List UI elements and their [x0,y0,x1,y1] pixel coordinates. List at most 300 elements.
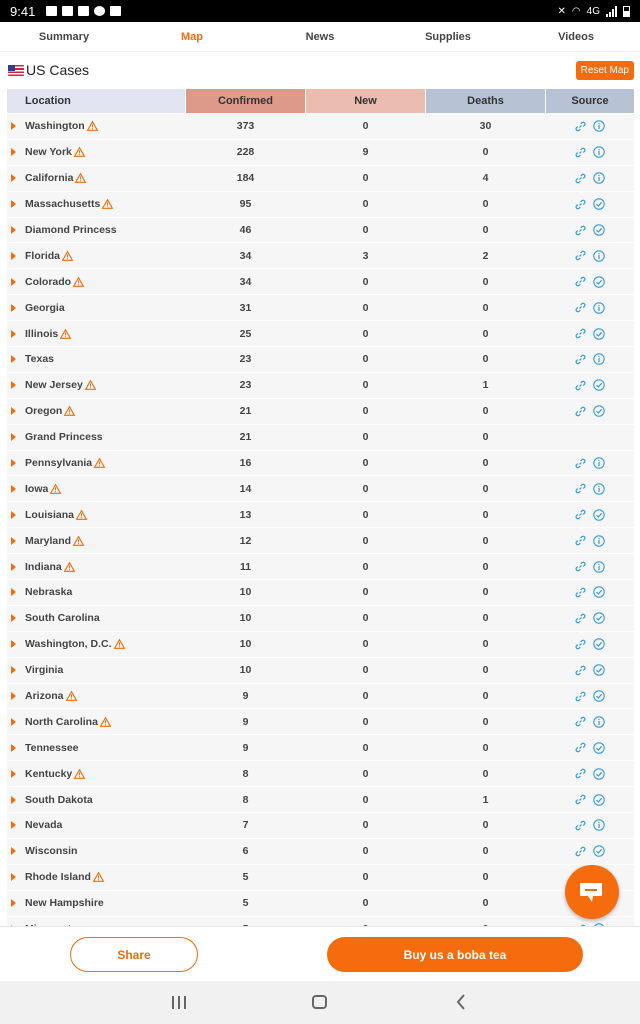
source-cell [546,373,634,398]
deaths-cell: 0 [482,224,489,236]
deaths-cell: 0 [482,767,489,780]
location-name: New Hampshire [25,897,104,910]
table-row[interactable] [7,140,634,166]
warning-icon[interactable] [75,173,86,183]
location-name: Colorado [25,275,72,288]
source-link-icon[interactable] [575,173,586,184]
location-name: Maryland [25,534,72,547]
new-cell: 0 [362,560,369,573]
new-cell: 0 [362,508,369,521]
info-icon[interactable] [593,819,605,831]
location-cell[interactable] [7,269,185,294]
expand-caret-icon[interactable] [11,563,16,571]
source-link-icon[interactable] [575,794,586,805]
warning-icon[interactable] [74,769,85,779]
source-link-icon[interactable] [575,380,586,391]
warning-icon[interactable] [64,562,75,572]
verified-check-icon[interactable] [593,794,605,806]
source-link-icon[interactable] [575,276,586,287]
info-icon[interactable] [593,146,605,158]
photo-notification-icon [110,6,121,16]
info-icon[interactable] [593,250,605,262]
table-row[interactable] [7,425,634,451]
tab-map[interactable]: Map [181,31,203,43]
location-cell[interactable] [7,114,185,139]
location-name: Pennsylvania [25,457,93,470]
location-cell[interactable] [7,580,185,605]
info-icon[interactable] [593,535,605,547]
warning-icon[interactable] [93,872,104,882]
location-cell[interactable] [7,606,185,631]
expand-caret-icon[interactable] [11,614,16,622]
verified-check-icon[interactable] [593,379,605,391]
confirmed-cell: 9 [242,715,249,728]
deaths-cell: 0 [482,534,489,547]
location-cell[interactable] [7,166,185,191]
source-link-icon[interactable] [575,639,586,650]
expand-caret-icon[interactable] [11,692,16,700]
location-cell[interactable] [7,476,185,501]
source-link-icon[interactable] [575,768,586,779]
confirmed-cell: 5 [242,871,249,884]
battery-icon [623,6,630,17]
source-link-icon[interactable] [575,509,586,520]
source-cell [546,684,634,709]
table-row[interactable] [7,632,634,658]
location-cell[interactable] [7,243,185,268]
location-cell[interactable] [7,709,185,734]
table-row[interactable] [7,658,634,684]
location-cell[interactable] [7,891,185,916]
verified-check-icon[interactable] [593,638,605,650]
table-row[interactable] [7,709,634,735]
source-cell [546,347,634,372]
verified-check-icon[interactable] [593,328,605,340]
expand-caret-icon[interactable] [11,847,16,855]
deaths-cell: 0 [482,327,489,340]
warning-icon[interactable] [74,147,85,157]
source-link-icon[interactable] [575,328,586,339]
deaths-cell: 0 [482,560,489,573]
tab-news[interactable]: News [305,31,335,43]
table-row[interactable] [7,451,634,477]
deaths-cell: 0 [482,715,489,728]
new-cell: 0 [362,871,369,884]
table-row[interactable] [7,787,634,813]
new-cell: 0 [362,819,369,832]
verified-check-icon[interactable] [593,664,605,676]
location-cell[interactable] [7,735,185,760]
expand-caret-icon[interactable] [11,770,16,778]
new-cell: 9 [362,146,369,159]
expand-caret-icon[interactable] [11,381,16,389]
expand-caret-icon[interactable] [11,485,16,493]
location-name: Grand Princess [25,431,103,444]
table-row[interactable] [7,606,634,632]
deaths-cell: 0 [482,353,489,366]
column-header-source: Source [546,89,634,113]
new-cell: 0 [362,275,369,288]
confirmed-cell: 25 [239,327,252,340]
verified-check-icon[interactable] [593,198,605,210]
source-link-icon[interactable] [575,665,586,676]
deaths-cell: 0 [482,508,489,521]
new-cell: 0 [362,793,369,806]
warning-icon[interactable] [85,380,96,390]
table-row[interactable] [7,295,634,321]
table-row[interactable] [7,399,634,425]
chat-icon [578,880,606,904]
table-row[interactable] [7,114,634,140]
new-cell: 0 [362,172,369,185]
expand-caret-icon[interactable] [11,873,16,881]
table-row[interactable] [7,192,634,218]
verified-check-icon[interactable] [593,845,605,857]
expand-caret-icon[interactable] [11,252,16,260]
location-cell[interactable] [7,347,185,372]
mail-notification-icon [78,6,89,16]
location-name: Illinois [25,327,59,340]
location-cell[interactable] [7,554,185,579]
warning-icon[interactable] [62,251,73,261]
tab-summary[interactable]: Summary [38,31,90,43]
column-header-location[interactable]: Location [7,89,185,113]
new-cell: 0 [362,405,369,418]
source-link-icon[interactable] [575,561,586,572]
reset-map-button[interactable]: Reset Map [576,61,634,80]
location-cell[interactable] [7,632,185,657]
source-link-icon[interactable] [575,354,586,365]
expand-caret-icon[interactable] [11,718,16,726]
info-icon[interactable] [593,561,605,573]
new-cell: 0 [362,845,369,858]
location-cell[interactable] [7,502,185,527]
deaths-cell: 0 [482,275,489,288]
table-row[interactable] [7,502,634,528]
warning-icon[interactable] [73,536,84,546]
location-name: Georgia [25,301,65,314]
source-link-icon[interactable] [575,250,586,261]
new-cell: 0 [362,638,369,651]
deaths-cell: 0 [482,457,489,470]
expand-caret-icon[interactable] [11,122,16,130]
share-button[interactable]: Share [70,937,198,972]
info-icon[interactable] [593,302,605,314]
confirmed-cell: 9 [242,741,249,754]
column-header-confirmed[interactable]: Confirmed [186,89,305,113]
location-cell[interactable] [7,528,185,553]
location-cell[interactable] [7,865,185,890]
new-cell: 0 [362,301,369,314]
deaths-cell: 0 [482,482,489,495]
source-cell [546,502,634,527]
source-link-icon[interactable] [575,406,586,417]
table-row[interactable] [7,554,634,580]
location-name: South Dakota [25,793,93,806]
expand-caret-icon[interactable] [11,588,16,596]
source-link-icon[interactable] [575,199,586,210]
table-row[interactable] [7,684,634,710]
location-cell[interactable] [7,295,185,320]
table-row[interactable] [7,347,634,373]
table-row[interactable] [7,166,634,192]
table-row[interactable] [7,373,634,399]
status-time: 9:41 [10,3,36,19]
info-icon[interactable] [593,120,605,132]
warning-icon[interactable] [76,510,87,520]
deaths-cell: 2 [482,249,489,262]
warning-icon[interactable] [102,199,113,209]
expand-caret-icon[interactable] [11,640,16,648]
verified-check-icon[interactable] [593,768,605,780]
tab-videos[interactable]: Videos [558,31,594,43]
verified-check-icon[interactable] [593,612,605,624]
source-cell [546,192,634,217]
source-cell [546,580,634,605]
location-cell[interactable] [7,140,185,165]
source-link-icon[interactable] [575,691,586,702]
table-row[interactable] [7,218,634,244]
expand-caret-icon[interactable] [11,407,16,415]
confirmed-cell: 10 [239,638,252,651]
mail-notification-icon [62,6,73,16]
signal-icon [606,6,617,17]
new-cell: 0 [362,198,369,211]
warning-icon[interactable] [60,329,71,339]
image-notification-icon [46,6,57,16]
warning-icon[interactable] [94,458,105,468]
table-row[interactable] [7,321,634,347]
table-row[interactable] [7,813,634,839]
table-row[interactable] [7,761,634,787]
expand-caret-icon[interactable] [11,796,16,804]
location-name: Iowa [25,482,49,495]
column-header-deaths[interactable]: Deaths [426,89,545,113]
confirmed-cell: 23 [239,353,252,366]
location-cell[interactable] [7,787,185,812]
expand-caret-icon[interactable] [11,537,16,545]
deaths-cell: 0 [482,586,489,599]
title-bar [0,52,640,88]
source-cell [546,787,634,812]
warning-icon[interactable] [50,484,61,494]
table-row[interactable] [7,839,634,865]
info-icon[interactable] [593,457,605,469]
table-row[interactable] [7,891,634,917]
expand-caret-icon[interactable] [11,174,16,182]
location-cell[interactable] [7,399,185,424]
source-link-icon[interactable] [575,147,586,158]
table-row[interactable] [7,243,634,269]
buy-boba-tea-button[interactable]: Buy us a boba tea [327,937,583,972]
new-cell: 0 [362,586,369,599]
expand-caret-icon[interactable] [11,355,16,363]
source-link-icon[interactable] [575,587,586,598]
table-row[interactable] [7,476,634,502]
location-cell[interactable] [7,451,185,476]
expand-caret-icon[interactable] [11,200,16,208]
new-cell: 0 [362,664,369,677]
info-icon[interactable] [593,172,605,184]
expand-caret-icon[interactable] [11,226,16,234]
table-row[interactable] [7,580,634,606]
new-cell: 0 [362,379,369,392]
new-cell: 0 [362,690,369,703]
expand-caret-icon[interactable] [11,278,16,286]
chat-button[interactable] [565,865,619,919]
source-link-icon[interactable] [575,458,586,469]
expand-caret-icon[interactable] [11,304,16,312]
back-icon[interactable] [456,994,466,1010]
source-cell [546,554,634,579]
location-cell[interactable] [7,813,185,838]
page-title: US Cases [26,62,90,78]
location-name: Kentucky [25,767,73,780]
new-cell: 0 [362,327,369,340]
location-name: Diamond Princess [25,224,117,236]
location-cell[interactable] [7,192,185,217]
warning-icon[interactable] [114,639,125,649]
app-notification-icon [94,6,105,16]
warning-icon[interactable] [66,691,77,701]
table-body[interactable] [7,114,634,924]
source-link-icon[interactable] [575,535,586,546]
confirmed-cell: 5 [242,897,249,910]
location-cell[interactable] [7,218,185,243]
location-name: New Jersey [25,379,83,392]
deaths-cell: 0 [482,819,489,832]
source-cell [546,399,634,424]
deaths-cell: 0 [482,664,489,677]
expand-caret-icon[interactable] [11,821,16,829]
location-cell[interactable] [7,839,185,864]
network-type: 4G [586,5,600,17]
new-cell: 0 [362,120,369,133]
new-cell: 0 [362,897,369,910]
location-name: South Carolina [25,612,100,625]
expand-caret-icon[interactable] [11,666,16,674]
info-icon[interactable] [593,353,605,365]
source-link-icon[interactable] [575,846,586,857]
verified-check-icon[interactable] [593,276,605,288]
location-cell[interactable] [7,425,185,450]
deaths-cell: 4 [482,172,489,185]
location-name: Washington, D.C. [25,638,112,651]
top-tabs [0,22,640,52]
source-link-icon[interactable] [575,820,586,831]
source-link-icon[interactable] [575,302,586,313]
expand-caret-icon[interactable] [11,330,16,338]
expand-caret-icon[interactable] [11,744,16,752]
home-icon[interactable] [312,995,327,1009]
table-header [7,89,634,113]
location-cell[interactable] [7,761,185,786]
location-name: Florida [25,249,61,262]
confirmed-cell: 7 [242,819,249,832]
new-cell: 0 [362,482,369,495]
expand-caret-icon[interactable] [11,899,16,907]
location-cell[interactable] [7,658,185,683]
source-cell [546,813,634,838]
warning-icon[interactable] [73,277,84,287]
location-cell[interactable] [7,321,185,346]
verified-check-icon[interactable] [593,405,605,417]
confirmed-cell: 12 [239,534,252,547]
location-cell[interactable] [7,684,185,709]
source-link-icon[interactable] [575,613,586,624]
location-name: Rhode Island [25,871,91,884]
source-link-icon[interactable] [575,225,586,236]
recent-apps-icon[interactable] [172,996,186,1009]
expand-caret-icon[interactable] [11,433,16,441]
source-cell [546,218,634,243]
verified-check-icon[interactable] [593,509,605,521]
source-cell [546,709,634,734]
confirmed-cell: 23 [239,379,252,392]
warning-icon[interactable] [87,121,98,131]
source-link-icon[interactable] [575,483,586,494]
expand-caret-icon[interactable] [11,148,16,156]
column-header-new[interactable]: New [306,89,425,113]
confirmed-cell: 11 [239,560,252,573]
new-cell: 0 [362,715,369,728]
verified-check-icon[interactable] [593,224,605,236]
location-name: Nebraska [25,586,73,599]
deaths-cell: 0 [482,638,489,651]
verified-check-icon[interactable] [593,690,605,702]
source-cell [546,243,634,268]
table-row[interactable] [7,269,634,295]
source-link-icon[interactable] [575,121,586,132]
deaths-cell: 0 [482,146,489,159]
confirmed-cell: 34 [239,275,252,288]
wifi-icon: ◠ [571,5,581,17]
source-link-icon[interactable] [575,716,586,727]
table-row[interactable] [7,735,634,761]
table-row[interactable] [7,865,634,891]
expand-caret-icon[interactable] [11,459,16,467]
location-name: Indiana [25,560,62,573]
confirmed-cell: 10 [239,612,252,625]
new-cell: 0 [362,534,369,547]
deaths-cell: 0 [482,431,489,444]
confirmed-cell: 14 [239,482,252,495]
deaths-cell: 0 [482,690,489,703]
source-link-icon[interactable] [575,742,586,753]
new-cell: 0 [362,741,369,754]
tab-supplies[interactable]: Supplies [425,31,471,43]
verified-check-icon[interactable] [593,742,605,754]
location-cell[interactable] [7,373,185,398]
verified-check-icon[interactable] [593,586,605,598]
info-icon[interactable] [593,483,605,495]
source-cell [546,606,634,631]
source-cell [546,528,634,553]
us-flag-icon [8,65,24,76]
new-cell: 3 [362,249,369,262]
location-name: Texas [25,353,54,366]
confirmed-cell: 31 [239,301,252,314]
deaths-cell: 0 [482,871,489,884]
expand-caret-icon[interactable] [11,511,16,519]
warning-icon[interactable] [64,406,75,416]
info-icon[interactable] [593,716,605,728]
deaths-cell: 1 [482,793,489,806]
warning-icon[interactable] [100,717,111,727]
confirmed-cell: 373 [236,120,255,133]
location-name: Virginia [25,664,64,677]
table-row[interactable] [7,528,634,554]
